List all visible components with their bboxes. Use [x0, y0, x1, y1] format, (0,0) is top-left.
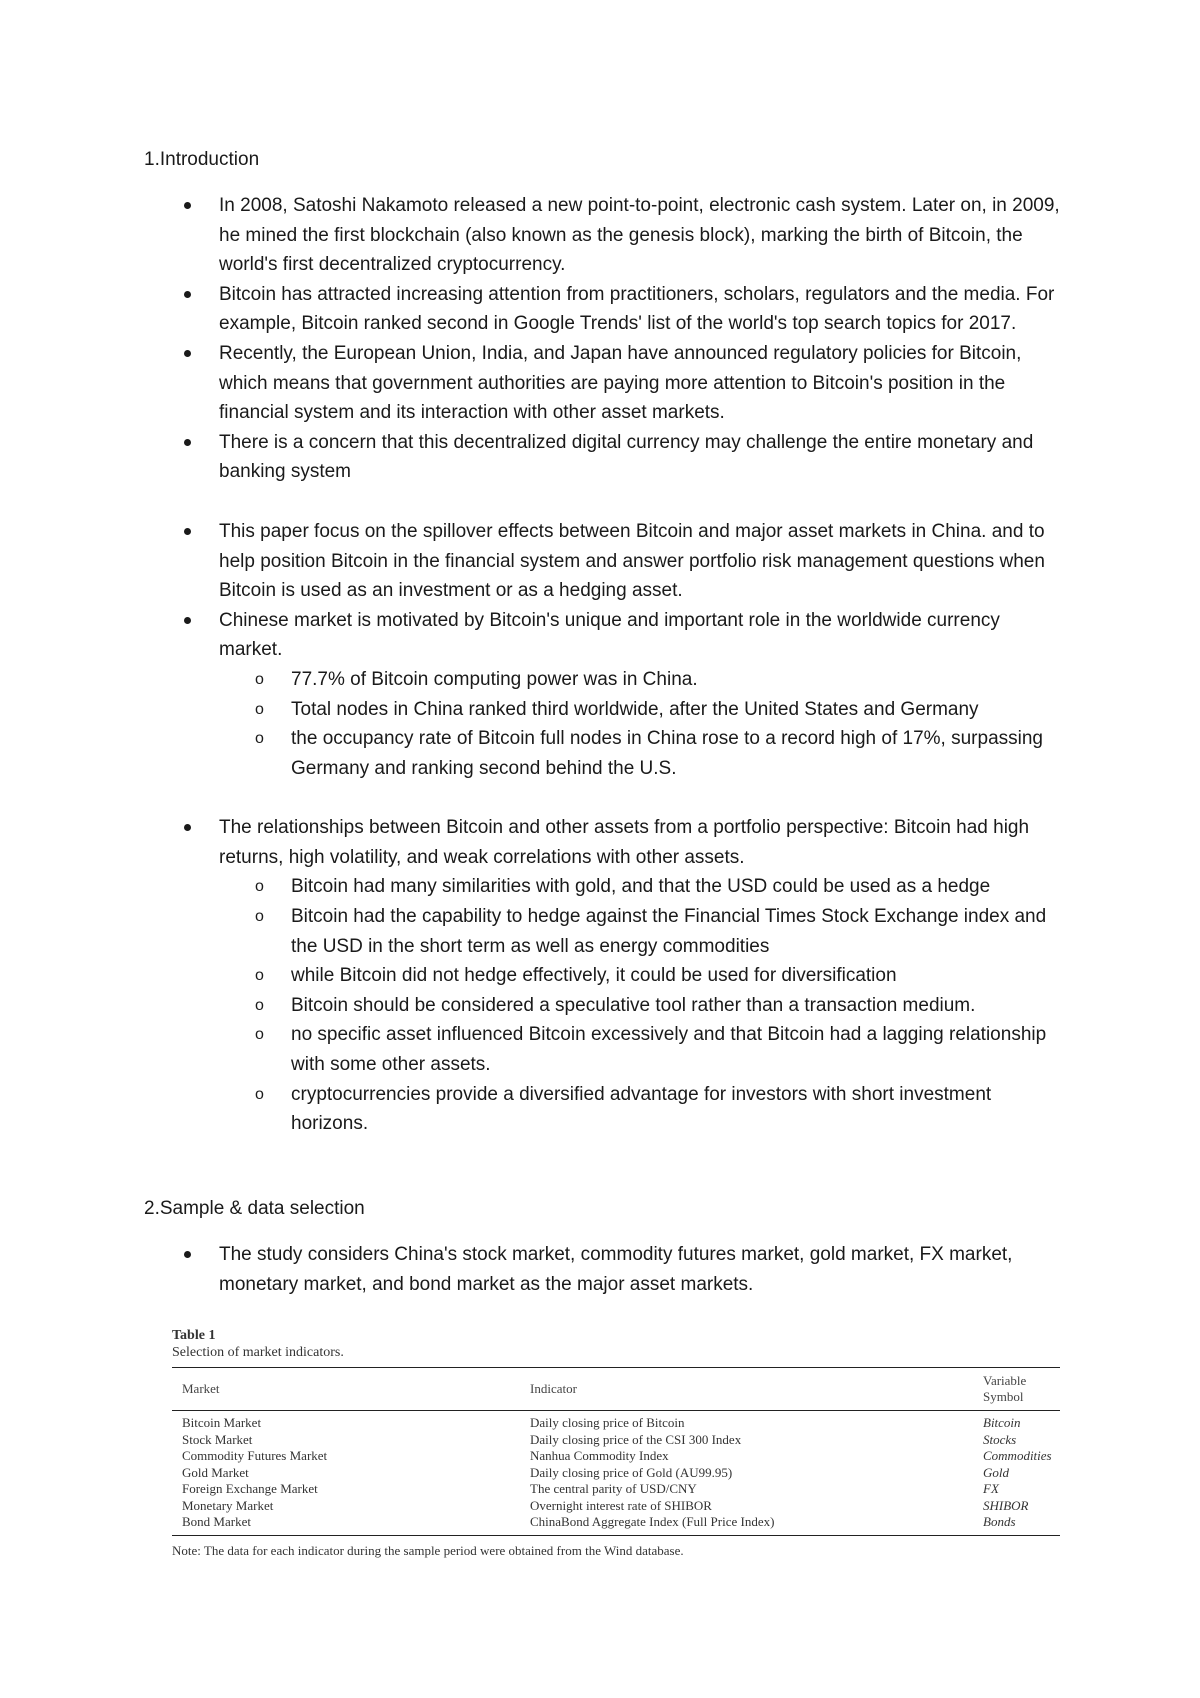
sub-list-item — [0, 872, 1060, 902]
list-item — [0, 1240, 1200, 1299]
bullet-icon — [184, 617, 191, 624]
sub-bullet-list — [219, 665, 1060, 783]
sub-bullet-icon: o — [255, 700, 264, 718]
symbol-cell: FX — [983, 1481, 999, 1496]
table-row — [172, 1411, 1060, 1432]
sub-list-item — [0, 1080, 1060, 1139]
sub-bullet-icon: o — [255, 670, 264, 688]
sub-bullet-icon: o — [255, 1026, 264, 1044]
sub-bullet-text: while Bitcoin did not hedge effectively, it could be used for diversification — [291, 965, 897, 987]
bullet-text: This paper focus on the spillover effects between Bitcoin and major asset markets in China. and to help position Bitcoin in the financial system and answer portfolio risk management questions when Bitcoin is used as an investment or as a hedging asset. — [219, 520, 1045, 602]
bullet-text: In 2008, Satoshi Nakamoto released a new point-to-point, electronic cash system. Later on, in 2009, he mined the first blockchain (also known as the genesis block), marking the birth of Bitcoin, the world's first decentralized cryptocurrency. — [219, 195, 1060, 276]
symbol-cell: Bitcoin — [983, 1415, 1021, 1430]
market-cell: Bond Market — [172, 1514, 520, 1535]
list-item — [0, 191, 1200, 280]
sub-list-item — [0, 991, 1060, 1021]
table-row — [172, 1498, 1060, 1515]
bullet-icon — [184, 1251, 191, 1258]
bullet-icon — [184, 202, 191, 209]
bullet-icon — [184, 439, 191, 446]
bullet-text: Recently, the European Union, India, and Japan have announced regulatory policies for Bitcoin, which means that government authorities are paying more attention to Bitcoin's position in the financial system and its interaction with other asset markets. — [219, 342, 1022, 424]
list-item — [0, 339, 1200, 428]
indicator-cell: The central parity of USD/CNY — [530, 1481, 697, 1496]
sub-bullet-icon: o — [255, 730, 264, 748]
bullet-text: The study considers China's stock market, commodity futures market, gold market, FX market, monetary market, and bond market as the major asset markets. — [219, 1244, 1013, 1295]
bullet-text: There is a concern that this decentralized digital currency may challenge the entire monetary and banking system — [219, 431, 1034, 483]
bullet-text: The relationships between Bitcoin and other assets from a portfolio perspective: Bitcoin had high returns, high volatility, and weak correlations with other assets. — [219, 817, 1030, 868]
sub-bullet-text: Bitcoin had the capability to hedge against the Financial Times Stock Exchange index and the USD in the short term as well as energy commodities — [291, 906, 1047, 957]
sub-list-item — [0, 902, 1060, 961]
bullet-text: Bitcoin has attracted increasing attention from practitioners, scholars, regulators and the media. For example, Bitcoin ranked second in Google Trends' list of the world's top search topics for 2017. — [219, 283, 1055, 335]
sub-list-item — [0, 695, 1060, 725]
table-row — [172, 1481, 1060, 1498]
indicator-cell: ChinaBond Aggregate Index (Full Price Index) — [520, 1514, 973, 1535]
bullet-icon — [184, 824, 191, 831]
sub-bullet-text: Total nodes in China ranked third worldwide, after the United States and Germany — [291, 698, 979, 720]
section-heading-introduction: 1.Introduction — [144, 149, 260, 170]
indicator-cell: Daily closing price of Gold (AU99.95) — [530, 1464, 733, 1480]
sub-bullet-icon: o — [255, 996, 264, 1014]
bullet-icon — [184, 291, 191, 298]
sub-list-item — [0, 724, 1060, 783]
sub-list-item — [0, 1020, 1060, 1079]
sub-list-item — [0, 665, 1060, 695]
market-cell: Stock Market — [182, 1431, 253, 1447]
table-header-row — [172, 1368, 1060, 1411]
indicator-cell: Overnight interest rate of SHIBOR — [530, 1497, 712, 1513]
sub-bullet-text: 77.7% of Bitcoin computing power was in China. — [291, 668, 698, 690]
column-header-market: Market — [172, 1368, 520, 1411]
sub-bullet-icon: o — [255, 1085, 264, 1103]
sub-bullet-text: Bitcoin had many similarities with gold, and that the USD could be used as a hedge — [291, 876, 991, 898]
market-cell: Commodity Futures Market — [182, 1448, 328, 1463]
section-heading-sample-data: 2.Sample & data selection — [144, 1198, 365, 1219]
list-item — [0, 280, 1200, 339]
list-item — [0, 517, 1200, 606]
indicator-cell: Daily closing price of Bitcoin — [530, 1415, 685, 1430]
symbol-cell: Stocks — [983, 1431, 1017, 1447]
list-item — [0, 606, 1200, 784]
market-cell: Bitcoin Market — [182, 1415, 262, 1430]
sub-bullet-icon: o — [255, 878, 264, 896]
sub-bullet-text: the occupancy rate of Bitcoin full nodes in China rose to a record high of 17%, surpassing Germany and ranking second behind the U.S. — [291, 728, 1043, 779]
table-row — [172, 1448, 1060, 1465]
indicator-cell: Nanhua Commodity Index — [530, 1448, 669, 1463]
table-note: Note: The data for each indicator during the sample period were obtained from the Wind database. — [172, 1542, 684, 1558]
sub-bullet-icon: o — [255, 967, 264, 985]
column-header-indicator: Indicator — [520, 1368, 973, 1411]
symbol-cell: SHIBOR — [983, 1497, 1029, 1513]
introduction-bullet-list — [0, 191, 1200, 1139]
market-indicators-table — [172, 1367, 1060, 1536]
bullet-icon — [184, 528, 191, 535]
market-cell: Gold Market — [182, 1464, 249, 1480]
table-row — [172, 1514, 1060, 1535]
bullet-icon — [184, 350, 191, 357]
list-item — [0, 813, 1200, 1139]
market-cell: Monetary Market — [182, 1497, 274, 1513]
symbol-cell: Gold — [983, 1464, 1009, 1480]
symbol-cell: Bonds — [973, 1514, 1060, 1535]
sub-bullet-icon: o — [255, 908, 264, 926]
market-cell: Foreign Exchange Market — [182, 1481, 318, 1496]
bullet-text: Chinese market is motivated by Bitcoin's unique and important role in the worldwide currency market. — [219, 609, 1000, 661]
symbol-cell: Commodities — [983, 1448, 1052, 1463]
sub-bullet-text: no specific asset influenced Bitcoin excessively and that Bitcoin had a lagging relationship with some other assets. — [291, 1024, 1047, 1076]
list-item — [0, 428, 1200, 487]
column-header-variable-symbol: Variable Symbol — [973, 1368, 1060, 1411]
indicator-cell: Daily closing price of the CSI 300 Index — [530, 1431, 742, 1447]
sub-bullet-list — [219, 872, 1060, 1138]
sub-bullet-text: cryptocurrencies provide a diversified advantage for investors with short investment horizons. — [291, 1083, 992, 1135]
sample-data-bullet-list — [0, 1240, 1200, 1299]
sub-list-item — [0, 961, 1060, 991]
market-indicators-table-figure — [172, 1327, 1060, 1559]
sub-bullet-text: Bitcoin should be considered a speculative tool rather than a transaction medium. — [291, 994, 976, 1016]
table-caption: Selection of market indicators. — [172, 1345, 344, 1360]
table-row — [172, 1465, 1060, 1482]
table-row — [172, 1432, 1060, 1449]
table-label: Table 1 — [172, 1328, 216, 1343]
